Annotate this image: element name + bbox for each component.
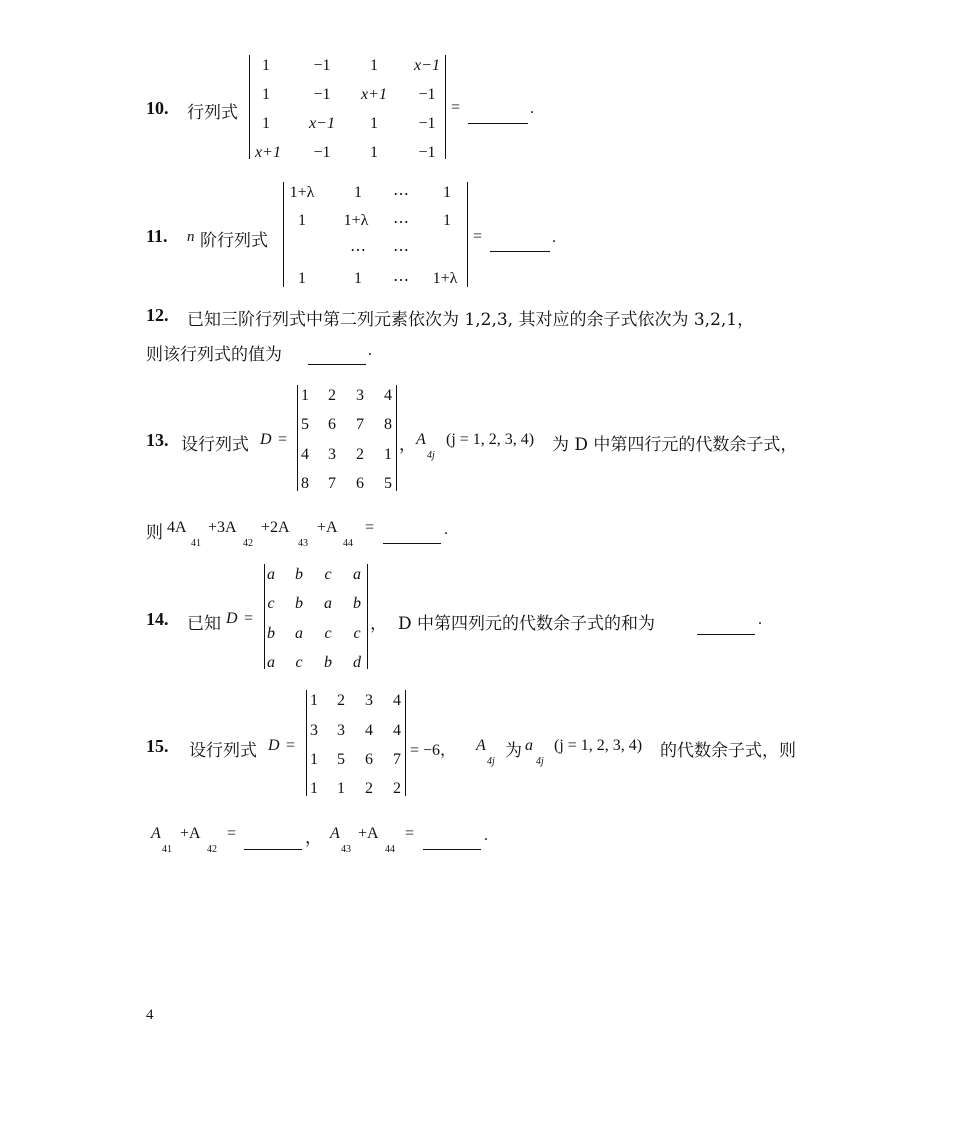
matrix-cell: −1 — [313, 57, 331, 74]
variable-A: A — [416, 431, 426, 448]
matrix-cell: 4 — [384, 387, 392, 404]
matrix-cell: 1 — [354, 184, 362, 201]
subscript: 4j — [427, 450, 435, 461]
equals-sign: = — [473, 228, 483, 245]
question-text: 则该行列式的值为 — [146, 345, 282, 365]
question-text: 的代数余子式，则 — [660, 741, 796, 761]
subscript: 44 — [385, 844, 395, 855]
variable-D: D — [226, 610, 238, 627]
matrix-cell: 1 — [301, 387, 309, 404]
expr-term: 4A — [167, 519, 187, 536]
answer-blank — [468, 123, 528, 124]
question-number: 11. — [146, 226, 168, 246]
matrix-cell: c — [267, 595, 275, 612]
matrix-cell: 1 — [370, 57, 378, 74]
subscript: 4j — [536, 756, 544, 767]
matrix-cell: 3 — [365, 692, 373, 709]
matrix-cell: 1+λ — [289, 184, 315, 201]
answer-blank — [383, 543, 441, 544]
matrix-cell: 8 — [301, 475, 309, 492]
question-number: 12. — [146, 305, 169, 325]
matrix-cell: 1 — [443, 184, 451, 201]
matrix-cell: ⋯ — [393, 272, 409, 289]
matrix-cell: 6 — [328, 416, 336, 433]
determinant-value: = −6， — [410, 742, 457, 759]
matrix-cell: 1 — [298, 270, 306, 287]
matrix-cell: x+1 — [361, 86, 387, 103]
period: . — [444, 521, 448, 538]
matrix-cell: x+1 — [255, 144, 281, 161]
comma: ， — [399, 435, 416, 455]
matrix-cell: b — [324, 654, 332, 671]
subscript: 42 — [207, 844, 217, 855]
matrix-cell: −1 — [418, 115, 436, 132]
variable-A: A — [330, 825, 340, 842]
equals-sign: = — [365, 519, 375, 536]
determinant-right-bar — [367, 564, 368, 669]
matrix-cell: a — [267, 654, 275, 671]
matrix-cell: 2 — [393, 780, 401, 797]
question-text: 为 — [505, 741, 522, 761]
variable-D: D — [260, 431, 272, 448]
matrix-cell: ⋯ — [350, 242, 366, 259]
matrix-cell: −1 — [313, 86, 331, 103]
answer-blank — [697, 634, 755, 635]
matrix-cell: 2 — [365, 780, 373, 797]
determinant-left-bar — [306, 690, 307, 796]
matrix-cell: a — [295, 625, 303, 642]
matrix-cell: 2 — [356, 446, 364, 463]
matrix-cell: 1 — [310, 692, 318, 709]
matrix-cell: 7 — [328, 475, 336, 492]
matrix-cell: ⋯ — [393, 242, 409, 259]
matrix-cell: 3 — [328, 446, 336, 463]
determinant-right-bar — [467, 182, 468, 287]
matrix-cell: −1 — [418, 86, 436, 103]
matrix-cell: c — [295, 654, 303, 671]
subscript: 41 — [162, 844, 172, 855]
matrix-cell: 1 — [262, 115, 270, 132]
n-variable: n — [187, 229, 195, 245]
matrix-cell: 6 — [356, 475, 364, 492]
variable-D: D — [268, 737, 280, 754]
matrix-cell: 2 — [328, 387, 336, 404]
matrix-cell: c — [324, 566, 332, 583]
matrix-cell: 7 — [393, 751, 401, 768]
matrix-cell: b — [267, 625, 275, 642]
answer-blank — [423, 849, 481, 850]
question-number: 10. — [146, 98, 169, 118]
matrix-cell: 1 — [262, 57, 270, 74]
matrix-cell: 4 — [365, 722, 373, 739]
subscript: 43 — [298, 538, 308, 549]
determinant-right-bar — [445, 55, 446, 159]
separator: ， — [305, 828, 322, 848]
matrix-cell: ⋯ — [393, 214, 409, 231]
equals-sign: = — [227, 825, 237, 842]
matrix-cell: 5 — [384, 475, 392, 492]
matrix-cell: 1+λ — [432, 270, 458, 287]
matrix-cell: 1 — [262, 86, 270, 103]
comma: ， — [370, 614, 387, 634]
subscript: 4j — [487, 756, 495, 767]
answer-blank — [490, 251, 550, 252]
matrix-cell: b — [295, 566, 303, 583]
matrix-cell: d — [353, 654, 361, 671]
question-text: 阶行列式 — [200, 231, 268, 251]
page-number: 4 — [146, 1007, 154, 1023]
matrix-cell: c — [353, 625, 361, 642]
matrix-cell: a — [353, 566, 361, 583]
matrix-cell: 3 — [310, 722, 318, 739]
index-range: (j = 1, 2, 3, 4) — [446, 431, 535, 448]
question-text: 已知 — [187, 614, 221, 634]
matrix-cell: 5 — [337, 751, 345, 768]
matrix-cell: b — [353, 595, 361, 612]
matrix-cell: 1 — [443, 212, 451, 229]
determinant-right-bar — [405, 690, 406, 796]
period: . — [368, 342, 372, 359]
question-text: D 中第四列元的代数余子式的和为 — [398, 614, 656, 634]
matrix-cell: 4 — [393, 722, 401, 739]
matrix-cell: 1 — [310, 780, 318, 797]
matrix-cell: 1 — [384, 446, 392, 463]
question-text: 设行列式 — [189, 741, 257, 761]
answer-blank — [308, 364, 366, 365]
matrix-cell: −1 — [418, 144, 436, 161]
equals-sign: = — [244, 610, 254, 627]
question-text: 为 D 中第四行元的代数余子式， — [552, 435, 798, 455]
question-text: 设行列式 — [181, 435, 249, 455]
variable-A: A — [151, 825, 161, 842]
expr-term: +3A — [208, 519, 237, 536]
subscript: 43 — [341, 844, 351, 855]
matrix-cell: x−1 — [414, 57, 440, 74]
matrix-cell: 1 — [354, 270, 362, 287]
subscript: 44 — [343, 538, 353, 549]
matrix-cell: 1 — [370, 144, 378, 161]
variable-a: a — [525, 737, 533, 754]
expr-term: +A — [180, 825, 201, 842]
matrix-cell: 3 — [356, 387, 364, 404]
matrix-cell: ⋯ — [393, 186, 409, 203]
equals-sign: = — [278, 431, 288, 448]
question-number: 15. — [146, 736, 169, 756]
determinant-right-bar — [396, 385, 397, 491]
matrix-cell: 2 — [337, 692, 345, 709]
matrix-cell: 5 — [301, 416, 309, 433]
answer-blank — [244, 849, 302, 850]
question-number: 14. — [146, 609, 169, 629]
period: . — [484, 827, 488, 844]
matrix-cell: 1+λ — [343, 212, 369, 229]
matrix-cell: b — [295, 595, 303, 612]
question-number: 13. — [146, 430, 169, 450]
determinant-left-bar — [297, 385, 298, 491]
matrix-cell: 1 — [337, 780, 345, 797]
subscript: 41 — [191, 538, 201, 549]
matrix-cell: 1 — [298, 212, 306, 229]
period: . — [758, 611, 762, 628]
equals-sign: = — [405, 825, 415, 842]
matrix-cell: 4 — [301, 446, 309, 463]
expr-term: +A — [317, 519, 338, 536]
matrix-cell: 8 — [384, 416, 392, 433]
matrix-cell: x−1 — [309, 115, 335, 132]
matrix-cell: 1 — [370, 115, 378, 132]
determinant-left-bar — [283, 182, 284, 287]
determinant-left-bar — [264, 564, 265, 669]
variable-A: A — [476, 737, 486, 754]
determinant-left-bar — [249, 55, 250, 159]
matrix-cell: 7 — [356, 416, 364, 433]
equals-sign: = — [451, 99, 461, 116]
matrix-cell: a — [324, 595, 332, 612]
expr-term: +A — [358, 825, 379, 842]
equals-sign: = — [286, 737, 296, 754]
matrix-cell: c — [324, 625, 332, 642]
matrix-cell: a — [267, 566, 275, 583]
period: . — [552, 229, 556, 246]
question-text: 行列式 — [187, 103, 238, 123]
index-range: (j = 1, 2, 3, 4) — [554, 737, 643, 754]
question-text: 则 — [146, 523, 163, 543]
subscript: 42 — [243, 538, 253, 549]
matrix-cell: 3 — [337, 722, 345, 739]
matrix-cell: 4 — [393, 692, 401, 709]
matrix-cell: −1 — [313, 144, 331, 161]
question-text: 已知三阶行列式中第二列元素依次为 1,2,3, 其对应的余子式依次为 3,2,1， — [187, 310, 755, 330]
matrix-cell: 6 — [365, 751, 373, 768]
expr-term: +2A — [261, 519, 290, 536]
matrix-cell: 1 — [310, 751, 318, 768]
period: . — [530, 100, 534, 117]
